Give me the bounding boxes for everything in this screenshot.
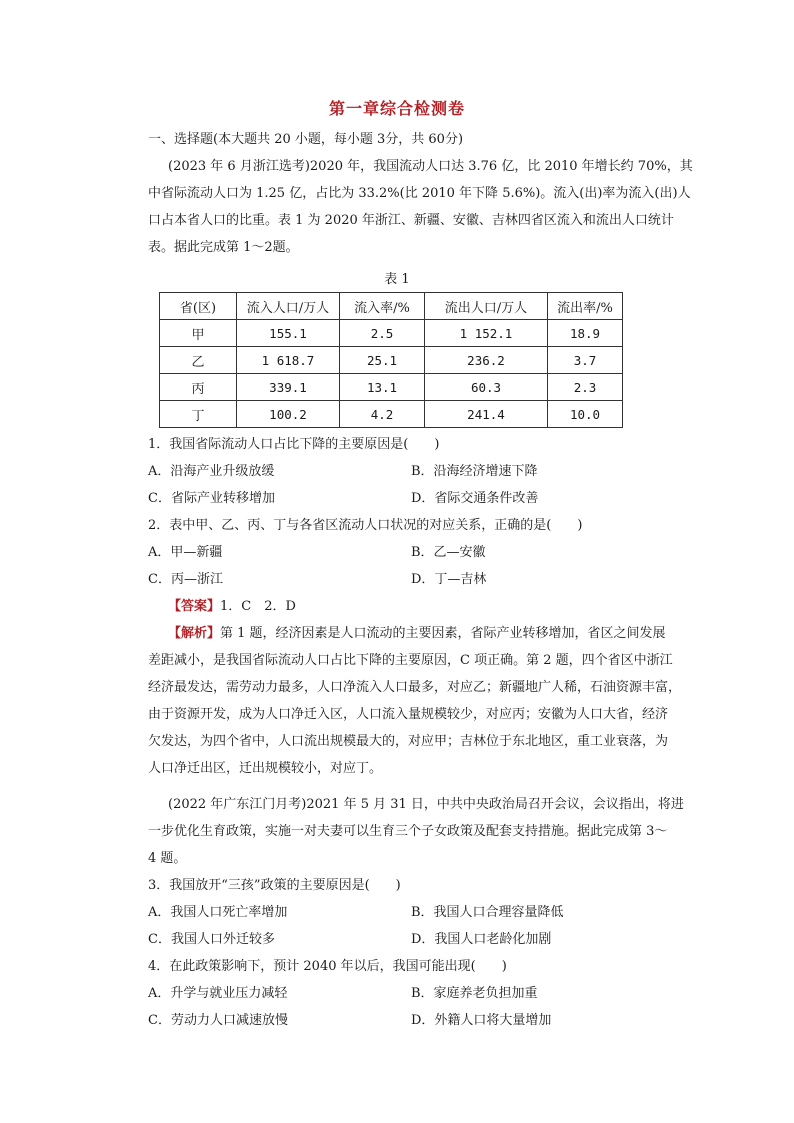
table-cell: 2.3 xyxy=(548,374,623,401)
table-cell: 甲 xyxy=(160,320,237,347)
table-cell: 丁 xyxy=(160,401,237,428)
table-row xyxy=(160,320,623,347)
analysis-line xyxy=(168,625,666,643)
table-cell: 60.3 xyxy=(425,374,548,401)
table-cell: 4.2 xyxy=(340,401,425,428)
page-title: 第一章综合检测卷 xyxy=(328,99,465,118)
question-3-stem: 3．我国放开“三孩”政策的主要原因是( ) xyxy=(148,878,401,893)
analysis-line: 经济最发达，需劳动力最多，人口净流入人口最多，对应乙；新疆地广人稀，石油资源丰富， xyxy=(148,680,682,695)
question-4-stem: 4．在此政策影响下，预计 2040 年以后，我国可能出现( ) xyxy=(148,959,507,974)
section-heading: 一、选择题(本大题共 20 小题，每小题 3分，共 60分) xyxy=(148,132,464,147)
q4-option-d: D．外籍人口将大量增加 xyxy=(411,1013,552,1028)
table-cell: 1 152.1 xyxy=(425,320,548,347)
intro2-line: 4 题。 xyxy=(148,851,187,866)
analysis-line: 由于资源开发，成为人口净迁入区，人口流入量规模较少，对应丙；安徽为人口大省，经济 xyxy=(148,707,669,722)
statistics-table xyxy=(159,292,623,428)
table-cell: 10.0 xyxy=(548,401,623,428)
table-cell: 丙 xyxy=(160,374,237,401)
intro1-line: 表。据此完成第 1～2题。 xyxy=(148,240,299,255)
table-cell: 241.4 xyxy=(425,401,548,428)
q4-option-a: A．升学与就业压力减轻 xyxy=(148,986,288,1001)
intro1-line: 中省际流动人口为 1.25 亿，占比为 33.2%(比 2010 年下降 5.6%)。流入(出)率为流入(出)人 xyxy=(148,186,691,201)
analysis-tag: 【解析】 xyxy=(168,626,221,641)
table-row xyxy=(160,374,623,401)
table-row xyxy=(160,401,623,428)
table-cell: 25.1 xyxy=(340,347,425,374)
table-row xyxy=(160,347,623,374)
table-header-row xyxy=(160,293,623,320)
table-cell: 乙 xyxy=(160,347,237,374)
table-cell: 100.2 xyxy=(237,401,340,428)
q1-option-c: C．省际产业转移增加 xyxy=(148,491,275,506)
analysis-line: 差距减小，是我国省际流动人口占比下降的主要原因，C 项正确。第 2 题，四个省区中浙江 xyxy=(148,653,673,668)
table-cell: 339.1 xyxy=(237,374,340,401)
question-1-stem: 1．我国省际流动人口占比下降的主要原因是( ) xyxy=(148,437,440,452)
answer-text: 1．C 2．D xyxy=(220,599,296,614)
q1-option-a: A．沿海产业升级放缓 xyxy=(148,464,275,479)
analysis-line: 人口净迁出区，迁出规模较小，对应丁。 xyxy=(148,761,383,776)
table-cell: 1 618.7 xyxy=(237,347,340,374)
table-header: 流入率/% xyxy=(340,293,425,320)
table-cell: 2.5 xyxy=(340,320,425,347)
intro2-line: 一步优化生育政策，实施一对夫妻可以生育三个子女政策及配套支持措施。据此完成第 3～ xyxy=(148,824,668,839)
table-header: 流出人口/万人 xyxy=(425,293,548,320)
answer-tag: 【答案】 xyxy=(168,599,221,614)
q4-option-b: B．家庭养老负担加重 xyxy=(411,986,538,1001)
intro1-line: (2023 年 6 月浙江选考)2020 年，我国流动人口达 3.76 亿，比 2010 年增长约 70%，其 xyxy=(168,159,693,174)
intro1-line: 口占本省人口的比重。表 1 为 2020 年浙江、新疆、安徽、吉林四省区流入和流出人口统计 xyxy=(148,213,674,228)
analysis-line: 欠发达，为四个省中，人口流出规模最大的，对应甲；吉林位于东北地区，重工业衰落，为 xyxy=(148,734,669,749)
table-cell: 155.1 xyxy=(237,320,340,347)
question-2-stem: 2．表中甲、乙、丙、丁与各省区流动人口状况的对应关系，正确的是( ) xyxy=(148,518,583,533)
answer-line xyxy=(168,598,296,616)
table-header: 省(区) xyxy=(160,293,237,320)
q3-option-d: D．我国人口老龄化加剧 xyxy=(411,932,552,947)
analysis-text: 第 1 题，经济因素是人口流动的主要因素，省际产业转移增加，省区之间发展 xyxy=(220,626,666,641)
q2-option-c: C．丙—浙江 xyxy=(148,572,223,587)
q2-option-d: D．丁—吉林 xyxy=(411,572,487,587)
q3-option-a: A．我国人口死亡率增加 xyxy=(148,905,288,920)
q2-option-a: A．甲—新疆 xyxy=(148,545,223,560)
intro2-line: (2022 年广东江门月考)2021 年 5 月 31 日，中共中央政治局召开会议，会议指出，将进 xyxy=(168,797,684,812)
table-cell: 18.9 xyxy=(548,320,623,347)
q3-option-c: C．我国人口外迁较多 xyxy=(148,932,275,947)
table-cell: 13.1 xyxy=(340,374,425,401)
table-header: 流出率/% xyxy=(548,293,623,320)
table-cell: 3.7 xyxy=(548,347,623,374)
q1-option-b: B．沿海经济增速下降 xyxy=(411,464,538,479)
table-cell: 236.2 xyxy=(425,347,548,374)
table-header: 流入人口/万人 xyxy=(237,293,340,320)
q4-option-c: C．劳动力人口减速放慢 xyxy=(148,1013,288,1028)
table-caption: 表 1 xyxy=(384,272,410,287)
q3-option-b: B．我国人口合理容量降低 xyxy=(411,905,564,920)
q2-option-b: B．乙—安徽 xyxy=(411,545,486,560)
q1-option-d: D．省际交通条件改善 xyxy=(411,491,539,506)
